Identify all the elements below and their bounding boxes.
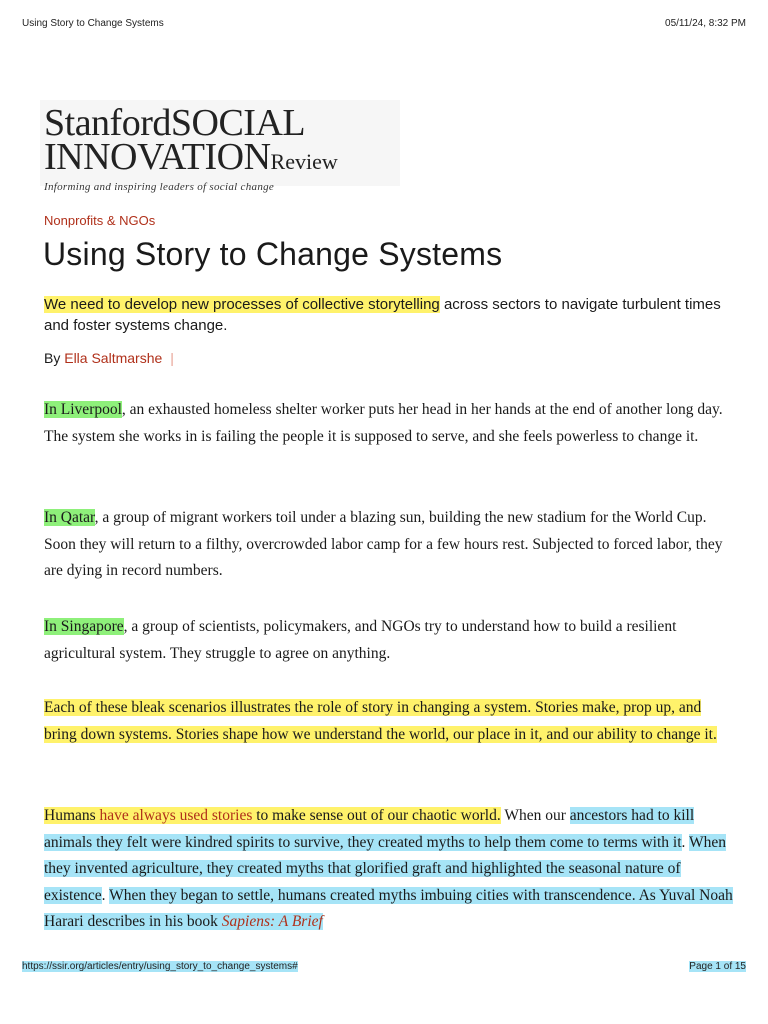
highlight-kindred: they felt were kindred spirits to survive, they created myths to help them come to terms with it [92,833,682,851]
highlight-link-stories[interactable]: have always used stories [99,807,253,824]
logo-line1: StanfordSOCIAL [44,102,306,144]
paragraph-liverpool [44,397,734,450]
book-title-link[interactable]: Sapiens: A Brief [221,913,323,930]
paragraph-singapore [44,614,734,667]
paragraph-text: , a group of migrant workers toil under a blazing sun, building the new stadium for the World Cup. Soon they will return to a filthy, overcrowded labor camp for a few hours rest. Subjected to forced labor, they are dying in record numbers. [44,509,723,579]
print-footer-page: Page 1 of 15 [689,961,746,972]
category-link[interactable]: Nonprofits & NGOs [44,213,156,228]
plain-text: When our [500,807,570,824]
highlight-humans-1: Humans [44,807,100,824]
highlight-humans-2: to make sense out of our chaotic world. [252,807,501,824]
logo-tagline: Informing and inspiring leaders of social change [44,181,275,193]
plain-text: . [101,886,110,904]
paragraph-bleak-scenarios [44,695,734,748]
highlight-singapore: In Singapore [44,618,124,635]
article-dek [44,294,734,336]
logo-review: Review [270,149,338,174]
ssir-logo[interactable] [40,100,400,193]
print-footer-url[interactable]: https://ssir.org/articles/entry/using_story_to_change_systems# [22,961,298,972]
highlight-liverpool: In Liverpool [44,401,122,418]
byline-prefix: By [44,350,65,366]
print-footer [22,961,746,972]
highlight-agriculture: When they invented agriculture, they created myths that glorified graft and highlighted the seasonal nature of existence [44,833,727,904]
highlight-ancestors: ancestors had to kill animals [44,807,695,851]
logo-innovation: INNOVATION [44,136,271,178]
highlight-scenarios: Each of these bleak scenarios illustrates the role of story in changing a system. Stories make, prop up, and bring down systems. Stories shape how we understand the world, our place in it, and our ability to change it. [44,699,717,743]
author-link[interactable]: Ella Saltmarshe [64,350,163,366]
print-header-datetime: 05/11/24, 8:32 PM [665,18,746,29]
plain-text: . [681,833,689,851]
dek-highlight: We need to develop new processes of collective storytelling [44,296,440,313]
logo-line2 [44,136,396,179]
highlight-cities: When they began to settle, humans created myths imbuing cities with transcendence. As Yuval Noah Harari describes in his book [44,886,733,930]
paragraph-text: , an exhausted homeless shelter worker puts her head in her hands at the end of another long day. The system she works in is failing the people it is supposed to serve, and she feels powerless to change it. [44,401,723,445]
paragraph-humans [44,803,734,936]
paragraph-qatar [44,505,734,585]
article-title: Using Story to Change Systems [43,236,503,272]
highlight-qatar: In Qatar [44,509,95,526]
byline [44,350,174,366]
print-header [22,18,746,29]
byline-separator: | [170,350,174,366]
print-header-title: Using Story to Change Systems [22,18,164,29]
dek-rest: across sectors to navigate turbulent times and foster systems change. [44,296,721,334]
paragraph-text: , a group of scientists, policymakers, and NGOs try to understand how to build a resilient agricultural system. They struggle to agree on anything. [44,618,677,662]
